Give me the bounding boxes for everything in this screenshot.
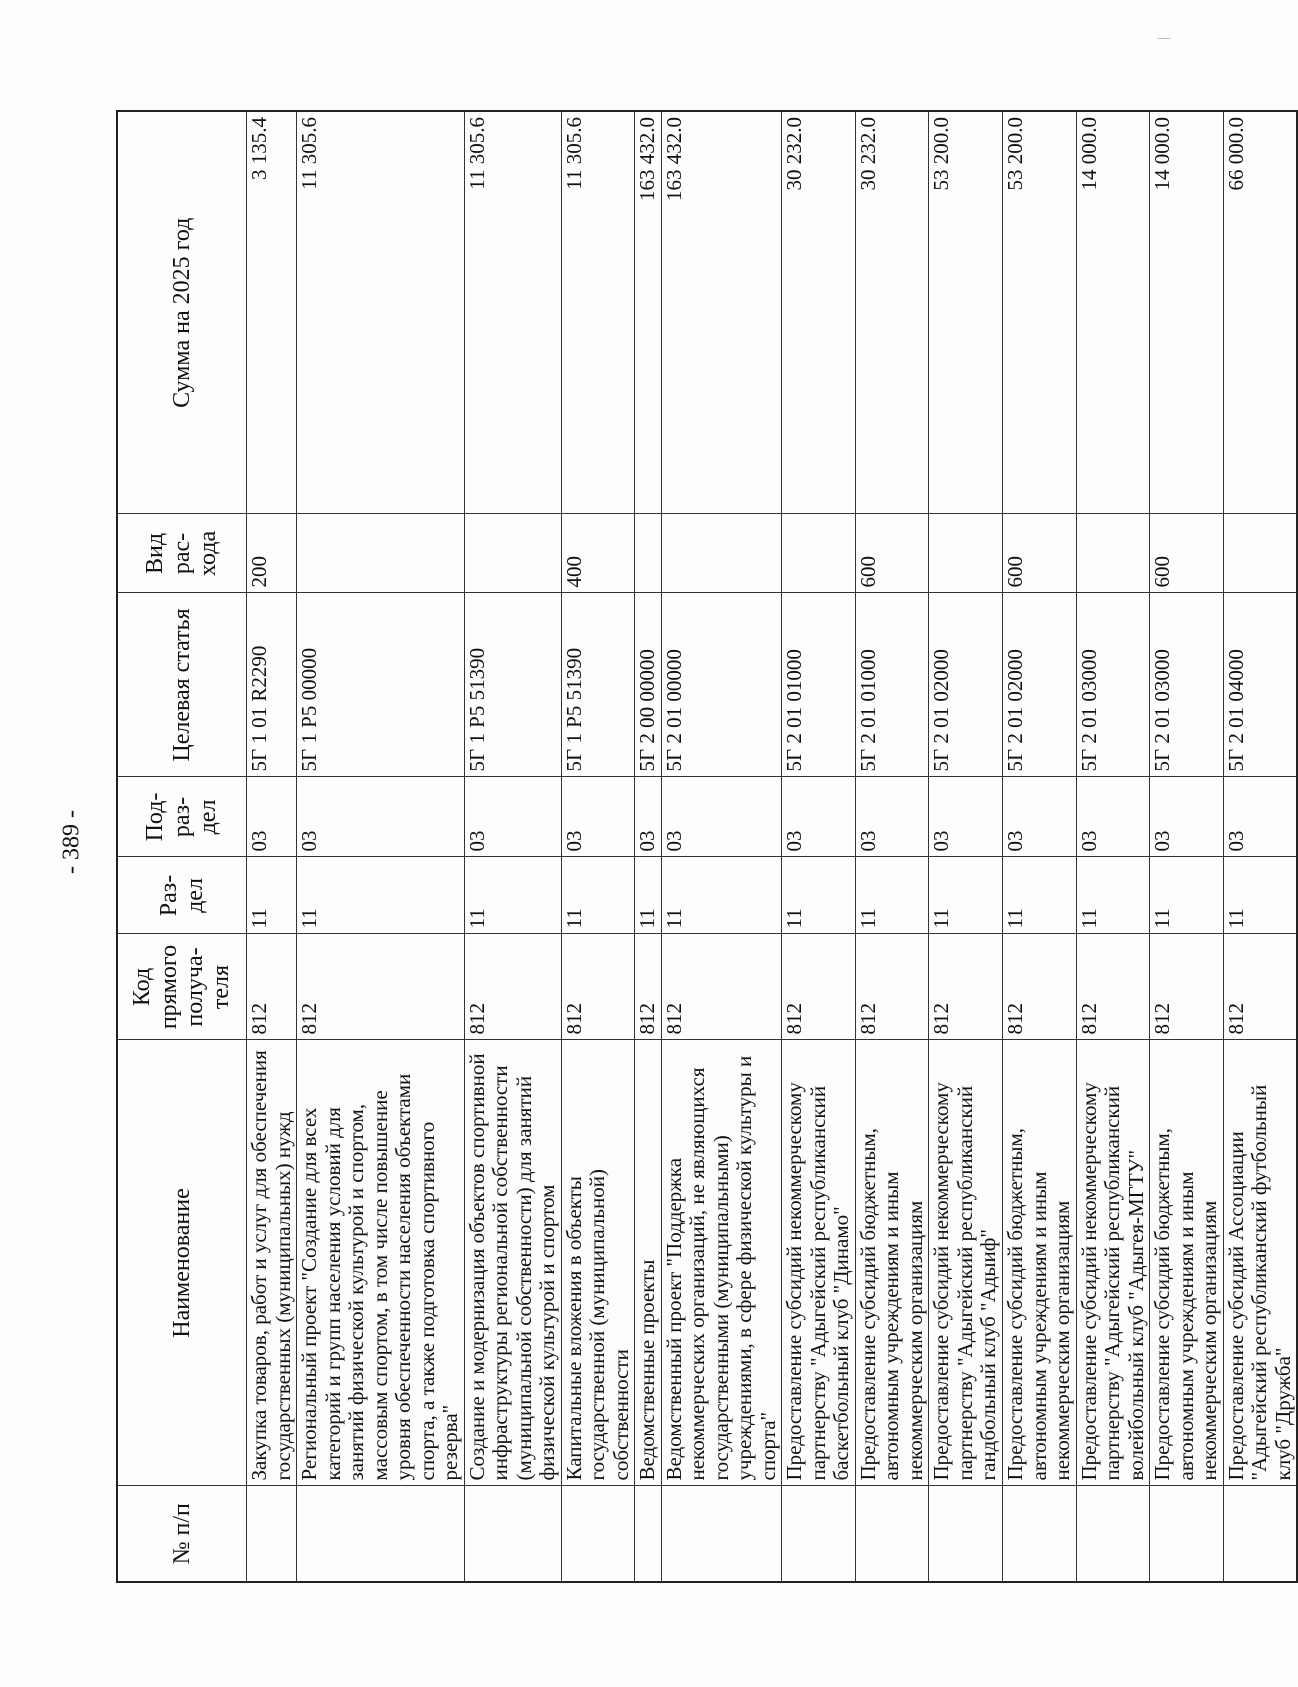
header-amount: Сумма на 2025 год [117,111,247,514]
cell-subsection: 03 [297,777,465,857]
cell-amount: 30 232.0 [782,111,856,514]
cell-num [855,1486,929,1582]
cell-target-article: 5Г 2 01 00000 [661,593,782,777]
cell-section: 11 [1002,857,1076,934]
cell-section: 11 [1223,857,1297,934]
cell-recipient-code: 812 [929,934,1003,1040]
page-number: - 389 - [58,810,85,874]
cell-subsection: 03 [247,777,297,857]
cell-num [1223,1486,1297,1582]
table-row [1223,111,1297,1582]
cell-name: Закупка товаров, работ и услуг для обеспечения государственных (муниципальных) нужд [247,1040,297,1486]
cell-recipient-code: 812 [297,934,465,1040]
cell-target-article: 5Г 1 Р5 51390 [464,593,561,777]
cell-subsection: 03 [1002,777,1076,857]
cell-expense-type [661,514,782,593]
cell-subsection: 03 [782,777,856,857]
table-row [782,111,856,1582]
table-row [635,111,662,1582]
header-target: Целевая статья [117,593,247,777]
cell-expense-type: 600 [855,514,929,593]
cell-amount: 11 305.6 [464,111,561,514]
cell-recipient-code: 812 [635,934,662,1040]
cell-num [929,1486,1003,1582]
cell-num [1076,1486,1150,1582]
cell-num [297,1486,465,1582]
cell-subsection: 03 [635,777,662,857]
cell-recipient-code: 812 [1076,934,1150,1040]
cell-name: Предоставление субсидий бюджетным, автономным учреждениям и иным некоммерческим организациям [855,1040,929,1486]
cell-target-article: 5Г 2 01 03000 [1150,593,1224,777]
cell-recipient-code: 812 [464,934,561,1040]
cell-subsection: 03 [1076,777,1150,857]
cell-target-article: 5Г 2 01 03000 [1076,593,1150,777]
cell-num [635,1486,662,1582]
cell-expense-type [1223,514,1297,593]
table-row [855,111,929,1582]
cell-expense-type [464,514,561,593]
cell-section: 11 [297,857,465,934]
cell-recipient-code: 812 [855,934,929,1040]
cell-expense-type [297,514,465,593]
cell-amount: 53 200.0 [1002,111,1076,514]
cell-section: 11 [1150,857,1224,934]
cell-name: Предоставление субсидий бюджетным, автономным учреждениям и иным некоммерческим организациям [1002,1040,1076,1486]
table-row [1150,111,1224,1582]
cell-recipient-code: 812 [1223,934,1297,1040]
cell-recipient-code: 812 [1150,934,1224,1040]
cell-amount: 66 000.0 [1223,111,1297,514]
cell-expense-type [1076,514,1150,593]
cell-name: Предоставление субсидий некоммерческому партнерству "Адыгейский республиканский волейбольный клуб "Адыгея-МГТУ" [1076,1040,1150,1486]
cell-target-article: 5Г 2 01 04000 [1223,593,1297,777]
cell-num [1150,1486,1224,1582]
cell-section: 11 [464,857,561,934]
cell-amount: 11 305.6 [561,111,635,514]
header-subsection: Под-раз-дел [117,777,247,857]
cell-target-article: 5Г 2 01 02000 [929,593,1003,777]
cell-amount: 53 200.0 [929,111,1003,514]
cell-expense-type [929,514,1003,593]
cell-expense-type: 200 [247,514,297,593]
cell-num [782,1486,856,1582]
cell-target-article: 5Г 2 01 02000 [1002,593,1076,777]
cell-target-article: 5Г 1 01 R2290 [247,593,297,777]
cell-num [247,1486,297,1582]
cell-amount: 11 305.6 [297,111,465,514]
cell-target-article: 5Г 1 Р5 00000 [297,593,465,777]
table-row [464,111,561,1582]
cell-recipient-code: 812 [782,934,856,1040]
cell-expense-type [635,514,662,593]
cell-amount: 14 000.0 [1150,111,1224,514]
cell-section: 11 [661,857,782,934]
cell-name: Капитальные вложения в объекты государственной (муниципальной) собственности [561,1040,635,1486]
table-row [561,111,635,1582]
budget-table [116,110,1298,1583]
cell-name: Предоставление субсидий некоммерческому партнерству "Адыгейский республиканский баскетбольный клуб "Динамо" [782,1040,856,1486]
cell-target-article: 5Г 2 01 01000 [782,593,856,777]
cell-target-article: 5Г 1 Р5 51390 [561,593,635,777]
cell-name: Создание и модернизация объектов спортивной инфраструктуры региональной собственности (муниципальной собственности) для занятий физической культурой и спортом [464,1040,561,1486]
cell-section: 11 [782,857,856,934]
cell-section: 11 [635,857,662,934]
cell-recipient-code: 812 [1002,934,1076,1040]
cell-amount: 163 432.0 [635,111,662,514]
cell-amount: 14 000.0 [1076,111,1150,514]
table-body [247,111,1298,1582]
cell-name: Предоставление субсидий Ассоциации "Адыгейский республиканский футбольный клуб "Дружба" [1223,1040,1297,1486]
table-row [1002,111,1076,1582]
table-row [1076,111,1150,1582]
cell-name: Региональный проект "Создание для всех категорий и групп населения условий для занятий физической культурой и спортом, массовым спортом, в том числе повышение уровня обеспеченности населения объектами спорта, а также подготовка спортивного резерва" [297,1040,465,1486]
header-num: № п/п [117,1486,247,1582]
cell-num [1002,1486,1076,1582]
cell-num [464,1486,561,1582]
cell-subsection: 03 [1150,777,1224,857]
header-expense: Вид рас-хода [117,514,247,593]
cell-subsection: 03 [661,777,782,857]
cell-name: Предоставление субсидий бюджетным, автономным учреждениям и иным некоммерческим организациям [1150,1040,1224,1486]
cell-target-article: 5Г 2 01 01000 [855,593,929,777]
cell-amount: 163 432.0 [661,111,782,514]
cell-recipient-code: 812 [661,934,782,1040]
rotated-table-container [116,112,1295,1583]
cell-amount: 30 232.0 [855,111,929,514]
cell-num [661,1486,782,1582]
cell-subsection: 03 [561,777,635,857]
cell-section: 11 [247,857,297,934]
cell-subsection: 03 [855,777,929,857]
cell-section: 11 [929,857,1003,934]
cell-expense-type: 600 [1150,514,1224,593]
cell-recipient-code: 812 [561,934,635,1040]
cell-expense-type: 600 [1002,514,1076,593]
header-section: Раз-дел [117,857,247,934]
cell-expense-type [782,514,856,593]
cell-subsection: 03 [1223,777,1297,857]
table-row [247,111,297,1582]
cell-num [561,1486,635,1582]
cell-name: Ведомственный проект "Поддержка некоммерческих организаций, не являющихся государственными (муниципальными) учреждениями, в сфере физической культуры и спорта" [661,1040,782,1486]
cell-subsection: 03 [929,777,1003,857]
cell-expense-type: 400 [561,514,635,593]
table-row [929,111,1003,1582]
scan-mark [1158,38,1170,39]
table-row [297,111,465,1582]
table-header-row [117,111,247,1582]
table-row [661,111,782,1582]
cell-section: 11 [1076,857,1150,934]
cell-recipient-code: 812 [247,934,297,1040]
cell-target-article: 5Г 2 00 00000 [635,593,662,777]
cell-name: Ведомственные проекты [635,1040,662,1486]
cell-section: 11 [855,857,929,934]
header-recipient: Код прямого получа-теля [117,934,247,1040]
header-name: Наименование [117,1040,247,1486]
cell-name: Предоставление субсидий некоммерческому партнерству "Адыгейский республиканский гандбольный клуб "Адыиф" [929,1040,1003,1486]
cell-subsection: 03 [464,777,561,857]
cell-section: 11 [561,857,635,934]
cell-amount: 3 135.4 [247,111,297,514]
